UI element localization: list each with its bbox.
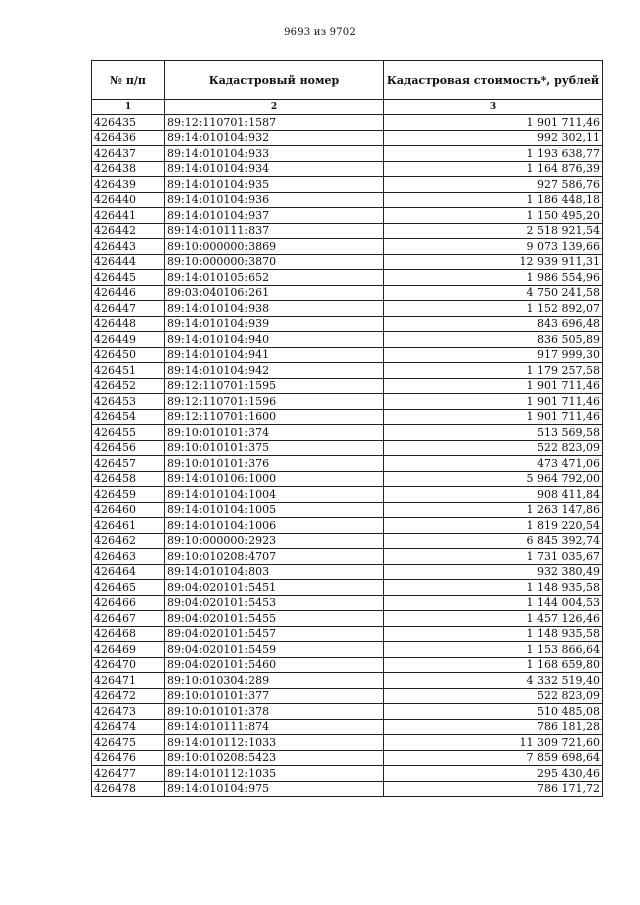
table-row (92, 332, 603, 348)
cadastral-value: 1 164 876,39 (384, 161, 603, 177)
cadastral-value: 4 332 519,40 (384, 673, 603, 689)
cadastral-value: 1 819 220,54 (384, 518, 603, 534)
column-header-index: № п/п (92, 61, 165, 100)
cadastral-value: 1 152 892,07 (384, 301, 603, 317)
row-index: 426453 (92, 394, 165, 410)
cadastral-value: 1 148 935,58 (384, 580, 603, 596)
table-row (92, 285, 603, 301)
cadastral-number: 89:14:010104:942 (165, 363, 384, 379)
table-row (92, 704, 603, 720)
row-index: 426464 (92, 564, 165, 580)
table-row (92, 239, 603, 255)
cadastral-number: 89:14:010104:935 (165, 177, 384, 193)
cadastral-value: 1 901 711,46 (384, 115, 603, 131)
cadastral-value: 7 859 698,64 (384, 750, 603, 766)
cadastral-value: 1 457 126,46 (384, 611, 603, 627)
cadastral-number: 89:10:010101:375 (165, 440, 384, 456)
cadastral-value: 932 380,49 (384, 564, 603, 580)
row-index: 426450 (92, 347, 165, 363)
cadastral-number: 89:14:010112:1033 (165, 735, 384, 751)
cadastral-number: 89:04:020101:5457 (165, 626, 384, 642)
row-index: 426459 (92, 487, 165, 503)
cadastral-value: 786 171,72 (384, 781, 603, 797)
table-row (92, 130, 603, 146)
cadastral-number: 89:14:010111:874 (165, 719, 384, 735)
cadastral-number: 89:14:010104:936 (165, 192, 384, 208)
cadastral-number: 89:14:010104:1005 (165, 502, 384, 518)
column-number: 2 (165, 100, 384, 115)
cadastral-value: 927 586,76 (384, 177, 603, 193)
table-row (92, 161, 603, 177)
cadastral-value: 1 179 257,58 (384, 363, 603, 379)
cadastral-value: 917 999,30 (384, 347, 603, 363)
cadastral-number: 89:14:010104:1006 (165, 518, 384, 534)
cadastral-value: 1 901 711,46 (384, 394, 603, 410)
cadastral-value: 1 263 147,86 (384, 502, 603, 518)
cadastral-number: 89:10:010101:377 (165, 688, 384, 704)
cadastral-value: 4 750 241,58 (384, 285, 603, 301)
row-index: 426444 (92, 254, 165, 270)
table-row (92, 316, 603, 332)
row-index: 426438 (92, 161, 165, 177)
column-number-row (92, 100, 603, 115)
cadastral-value: 1 901 711,46 (384, 409, 603, 425)
cadastral-value: 513 569,58 (384, 425, 603, 441)
cadastral-number: 89:14:010104:937 (165, 208, 384, 224)
cadastral-value: 786 181,28 (384, 719, 603, 735)
cadastral-value: 522 823,09 (384, 440, 603, 456)
row-index: 426473 (92, 704, 165, 720)
cadastral-number: 89:14:010104:975 (165, 781, 384, 797)
cadastral-number: 89:10:010101:374 (165, 425, 384, 441)
cadastral-value: 1 986 554,96 (384, 270, 603, 286)
cadastral-value: 473 471,06 (384, 456, 603, 472)
cadastral-value: 1 148 935,58 (384, 626, 603, 642)
table-row (92, 626, 603, 642)
table-row (92, 564, 603, 580)
table-row (92, 673, 603, 689)
cadastral-value: 6 845 392,74 (384, 533, 603, 549)
cadastral-value: 295 430,46 (384, 766, 603, 782)
cadastral-value: 2 518 921,54 (384, 223, 603, 239)
table-row (92, 750, 603, 766)
column-number: 3 (384, 100, 603, 115)
row-index: 426476 (92, 750, 165, 766)
cadastral-number: 89:14:010104:932 (165, 130, 384, 146)
cadastral-number: 89:10:010304:289 (165, 673, 384, 689)
table-row (92, 518, 603, 534)
cadastral-number: 89:14:010104:933 (165, 146, 384, 162)
cadastral-number: 89:03:040106:261 (165, 285, 384, 301)
row-index: 426469 (92, 642, 165, 658)
row-index: 426461 (92, 518, 165, 534)
table-row (92, 487, 603, 503)
table-row (92, 115, 603, 131)
cadastral-number: 89:14:010104:803 (165, 564, 384, 580)
table-row (92, 301, 603, 317)
row-index: 426472 (92, 688, 165, 704)
row-index: 426452 (92, 378, 165, 394)
cadastral-number: 89:10:010208:4707 (165, 549, 384, 565)
table-row (92, 657, 603, 673)
cadastral-number: 89:04:020101:5459 (165, 642, 384, 658)
table-row (92, 456, 603, 472)
row-index: 426456 (92, 440, 165, 456)
column-header-cadastral-value: Кадастровая стоимость*, рублей (384, 61, 603, 100)
cadastral-number: 89:14:010104:1004 (165, 487, 384, 503)
table-row (92, 440, 603, 456)
cadastral-number: 89:10:010101:378 (165, 704, 384, 720)
row-index: 426436 (92, 130, 165, 146)
cadastral-value: 836 505,89 (384, 332, 603, 348)
row-index: 426440 (92, 192, 165, 208)
row-index: 426446 (92, 285, 165, 301)
table-row (92, 363, 603, 379)
row-index: 426470 (92, 657, 165, 673)
row-index: 426449 (92, 332, 165, 348)
row-index: 426463 (92, 549, 165, 565)
row-index: 426467 (92, 611, 165, 627)
row-index: 426458 (92, 471, 165, 487)
cadastral-number: 89:12:110701:1587 (165, 115, 384, 131)
table-row (92, 719, 603, 735)
cadastre-table (91, 60, 603, 797)
table-row (92, 471, 603, 487)
row-index: 426478 (92, 781, 165, 797)
row-index: 426468 (92, 626, 165, 642)
row-index: 426465 (92, 580, 165, 596)
table-row (92, 580, 603, 596)
cadastral-value: 510 485,08 (384, 704, 603, 720)
row-index: 426441 (92, 208, 165, 224)
cadastral-number: 89:10:000000:3869 (165, 239, 384, 255)
table-row (92, 533, 603, 549)
row-index: 426471 (92, 673, 165, 689)
row-index: 426477 (92, 766, 165, 782)
row-index: 426435 (92, 115, 165, 131)
cadastral-number: 89:14:010105:652 (165, 270, 384, 286)
row-index: 426457 (92, 456, 165, 472)
cadastral-number: 89:12:110701:1600 (165, 409, 384, 425)
cadastral-value: 1 901 711,46 (384, 378, 603, 394)
row-index: 426462 (92, 533, 165, 549)
cadastral-value: 5 964 792,00 (384, 471, 603, 487)
cadastral-value: 1 731 035,67 (384, 549, 603, 565)
cadastral-value: 12 939 911,31 (384, 254, 603, 270)
cadastral-number: 89:12:110701:1596 (165, 394, 384, 410)
table-header-row (92, 61, 603, 100)
table-row (92, 223, 603, 239)
row-index: 426475 (92, 735, 165, 751)
cadastral-value: 843 696,48 (384, 316, 603, 332)
table-row (92, 502, 603, 518)
cadastral-number: 89:10:000000:3870 (165, 254, 384, 270)
cadastral-value: 522 823,09 (384, 688, 603, 704)
row-index: 426447 (92, 301, 165, 317)
table-row (92, 595, 603, 611)
row-index: 426451 (92, 363, 165, 379)
cadastral-value: 9 073 139,66 (384, 239, 603, 255)
page-counter: 9693 из 9702 (284, 27, 356, 38)
cadastral-number: 89:04:020101:5460 (165, 657, 384, 673)
cadastral-number: 89:10:000000:2923 (165, 533, 384, 549)
table-row (92, 146, 603, 162)
table-row (92, 611, 603, 627)
cadastral-value: 992 302,11 (384, 130, 603, 146)
row-index: 426437 (92, 146, 165, 162)
cadastral-value: 1 168 659,80 (384, 657, 603, 673)
table-row (92, 254, 603, 270)
table-row (92, 688, 603, 704)
row-index: 426443 (92, 239, 165, 255)
cadastral-number: 89:14:010106:1000 (165, 471, 384, 487)
column-number: 1 (92, 100, 165, 115)
cadastral-number: 89:14:010111:837 (165, 223, 384, 239)
cadastral-value: 1 153 866,64 (384, 642, 603, 658)
cadastral-number: 89:04:020101:5453 (165, 595, 384, 611)
row-index: 426460 (92, 502, 165, 518)
table-row (92, 270, 603, 286)
cadastral-number: 89:12:110701:1595 (165, 378, 384, 394)
cadastral-number: 89:04:020101:5451 (165, 580, 384, 596)
cadastral-value: 11 309 721,60 (384, 735, 603, 751)
table-row (92, 378, 603, 394)
cadastral-number: 89:04:020101:5455 (165, 611, 384, 627)
table-row (92, 409, 603, 425)
cadastral-value: 908 411,84 (384, 487, 603, 503)
row-index: 426466 (92, 595, 165, 611)
table-row (92, 549, 603, 565)
cadastral-number: 89:10:010208:5423 (165, 750, 384, 766)
row-index: 426474 (92, 719, 165, 735)
table-row (92, 208, 603, 224)
table-row (92, 735, 603, 751)
cadastral-number: 89:10:010101:376 (165, 456, 384, 472)
table-row (92, 192, 603, 208)
table-row (92, 347, 603, 363)
table-row (92, 177, 603, 193)
cadastral-value: 1 144 004,53 (384, 595, 603, 611)
row-index: 426455 (92, 425, 165, 441)
row-index: 426454 (92, 409, 165, 425)
cadastral-value: 1 193 638,77 (384, 146, 603, 162)
row-index: 426442 (92, 223, 165, 239)
row-index: 426448 (92, 316, 165, 332)
table-row (92, 766, 603, 782)
cadastral-value: 1 186 448,18 (384, 192, 603, 208)
cadastral-number: 89:14:010104:940 (165, 332, 384, 348)
table-row (92, 781, 603, 797)
table-body (92, 115, 603, 797)
cadastral-number: 89:14:010104:939 (165, 316, 384, 332)
cadastral-number: 89:14:010104:938 (165, 301, 384, 317)
cadastral-number: 89:14:010112:1035 (165, 766, 384, 782)
column-header-cadastral-number: Кадастровый номер (165, 61, 384, 100)
table-row (92, 425, 603, 441)
cadastral-number: 89:14:010104:934 (165, 161, 384, 177)
table-row (92, 394, 603, 410)
cadastral-number: 89:14:010104:941 (165, 347, 384, 363)
cadastral-value: 1 150 495,20 (384, 208, 603, 224)
table-row (92, 642, 603, 658)
row-index: 426439 (92, 177, 165, 193)
row-index: 426445 (92, 270, 165, 286)
